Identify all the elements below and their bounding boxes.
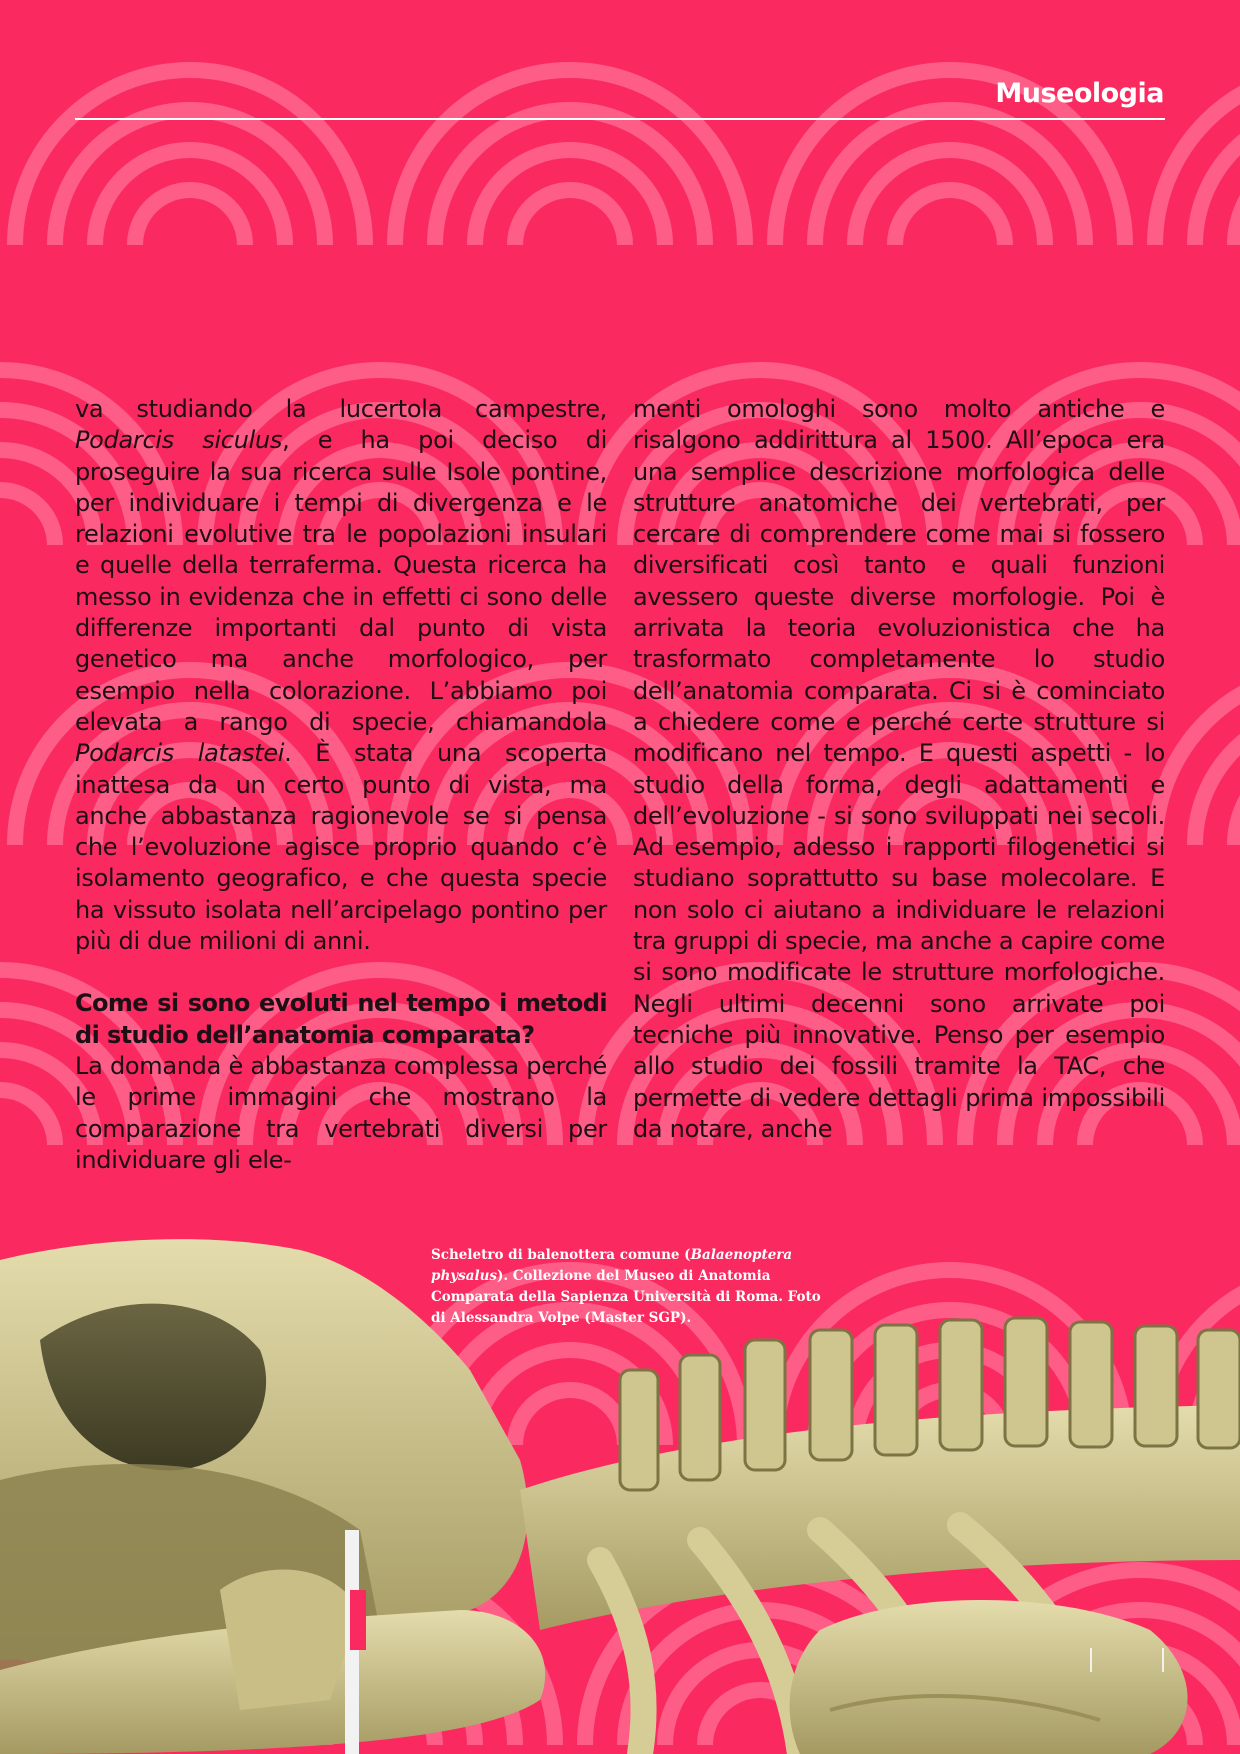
arc-motif	[1155, 670, 1240, 845]
article-right-column	[633, 394, 1165, 1145]
article-paragraph: menti omologhi sono molto antiche e risalgono addirittura al 1500. All’epoca era una semplice descrizione morfologica delle strutture anatomiche dei vertebrati, per cercare di comprendere come mai si fossero diversificati così tanto e quali funzioni avessero queste diverse morfologie. Poi è arrivata la teoria evoluzionistica che ha trasformato completamente lo studio dell’anatomia comparata. Ci si è cominciato a chiedere come e perché certe strutture si modificano nel tempo. E questi aspetti - lo studio della forma, degli adattamenti e dell’evoluzione - si sono sviluppati nei secoli. Ad esempio, adesso i rapporti filogenetici si studiano soprattutto su base molecolare. E non solo ci aiutano a individuare le relazioni tra gruppi di specie, ma anche a capire come si sono modificate le strutture morfologiche. Negli ultimi decenni sono arrivate poi tecniche più innovative. Penso per esempio allo studio dei fossili tramite la TAC, che permette di vedere dettagli prima impossibili da notare, anche	[633, 395, 1165, 1143]
article-paragraph: va studiando la lucertola campestre, Podarcis siculus, e ha poi deciso di proseguire la sua ricerca sulle Isole pontine, per individuare i tempi di divergenza e le relazioni evolutive tra le popolazioni insulari e quelle della terraferma. Questa ricerca ha messo in evidenza che in effetti ci sono delle differenze importanti dal punto di vista genetico ma anche morfologico, per esempio nella colorazione. L’abbiamo poi elevata a rango di specie, chiamandola Podarcis latastei. È stata una scoperta inattesa da un certo punto di vista, ma anche abbastanza ragionevole se si pensa che l’evoluzione agisce proprio quando c’è isolamento geografico, e che questa specie ha vissuto isolata nell’arcipelago pontino per più di due milioni di anni.	[75, 395, 608, 956]
interview-answer: La domanda è abbastanza complessa perché le prime immagini che mostrano la comparazione tra vertebrati diversi per individuare gli ele-	[75, 1051, 607, 1174]
header-rule	[75, 118, 1165, 120]
arc-motif	[395, 70, 745, 245]
species-name: Podarcis siculus	[75, 426, 283, 455]
page-tick-mark	[1162, 1648, 1164, 1672]
photo-caption: Scheletro di balenottera comune (Balaenoptera physalus). Collezione del Museo di Anatomia Comparata della Sapienza Università di Roma. Foto di Alessandra Volpe (Master SGP).	[431, 1247, 821, 1326]
arc-motif	[15, 70, 365, 245]
interview-question: Come si sono evoluti nel tempo i metodi di studio dell’anatomia comparata?	[75, 989, 607, 1049]
arc-motif	[1155, 70, 1240, 245]
section-title: Museologia	[995, 78, 1164, 109]
caption-species: Balaenoptera physalus	[431, 1247, 793, 1284]
species-name: Podarcis latastei	[75, 739, 285, 768]
page-tick-mark	[1090, 1648, 1092, 1672]
article-left-column	[75, 394, 607, 1176]
